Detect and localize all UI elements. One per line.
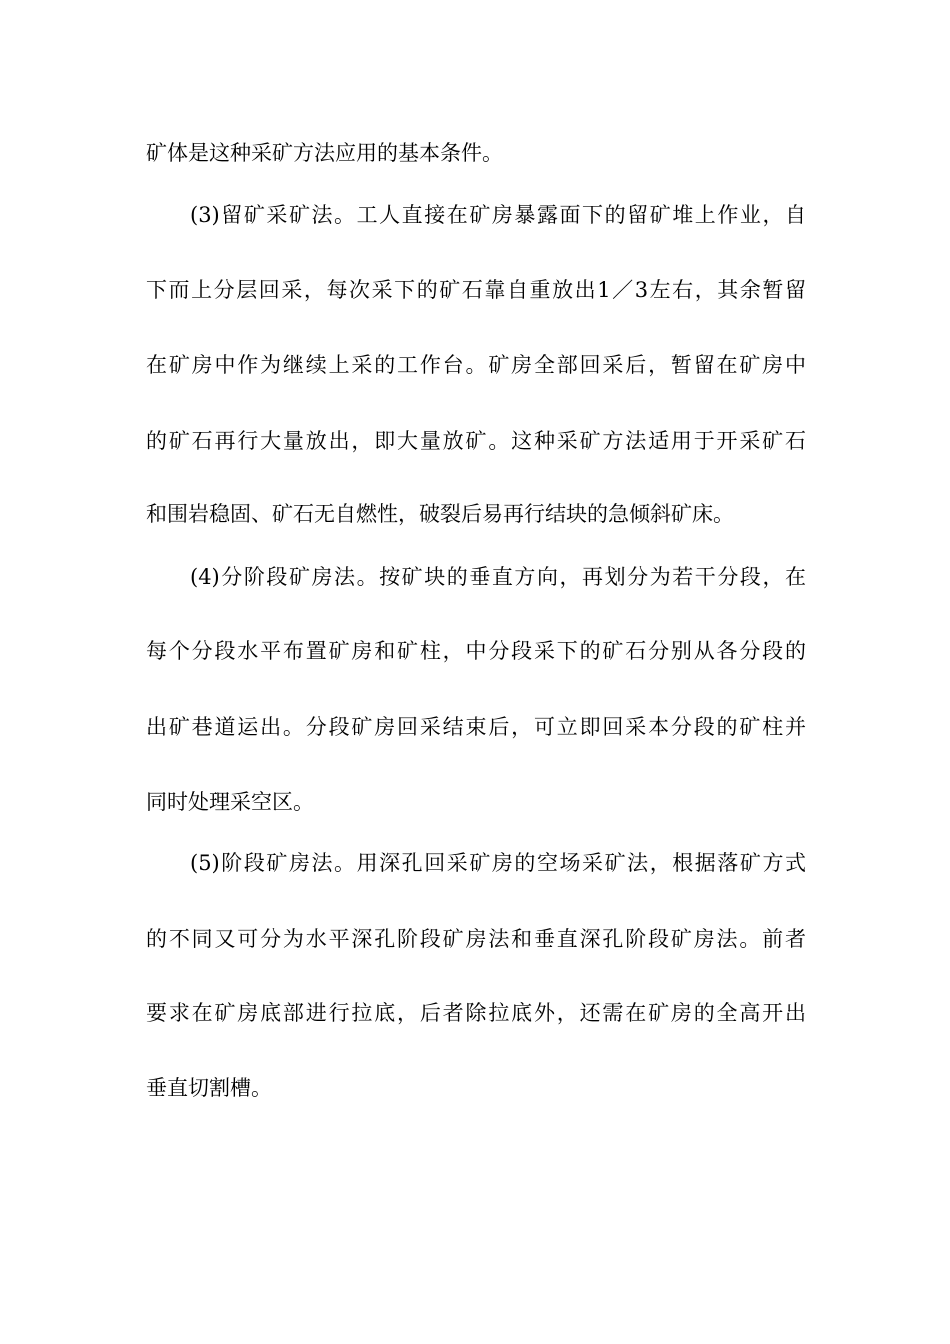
text-line-12: 的不同又可分为水平深孔阶段矿房法和垂直深孔阶段矿房法。前者 (146, 927, 806, 951)
text-line-8: 每个分段水平布置矿房和矿柱，中分段采下的矿石分别从各分段的 (146, 639, 806, 663)
text-line-14: 垂直切割槽。 (146, 1076, 272, 1100)
text-line-7: (4)分阶段矿房法。按矿块的垂直方向，再划分为若干分段，在 (190, 565, 806, 589)
text-line-3: 下而上分层回采，每次采下的矿石靠自重放出1／3左右，其余暂留 (146, 278, 806, 302)
text-line-1: 矿体是这种采矿方法应用的基本条件。 (146, 141, 503, 165)
text-line-5: 的矿石再行大量放出，即大量放矿。这种采矿方法适用于开采矿石 (146, 429, 806, 453)
text-line-2: (3)留矿采矿法。工人直接在矿房暴露面下的留矿堆上作业，自 (190, 203, 806, 227)
text-line-6: 和围岩稳固、矿石无自燃性，破裂后易再行结块的急倾斜矿床。 (146, 502, 734, 526)
text-line-13: 要求在矿房底部进行拉底，后者除拉底外，还需在矿房的全高开出 (146, 1001, 806, 1025)
text-line-9: 出矿巷道运出。分段矿房回采结束后，可立即回采本分段的矿柱并 (146, 715, 806, 739)
text-line-11: (5)阶段矿房法。用深孔回采矿房的空场采矿法，根据落矿方式 (190, 851, 806, 875)
text-line-10: 同时处理采空区。 (146, 790, 314, 814)
text-line-4: 在矿房中作为继续上采的工作台。矿房全部回采后，暂留在矿房中 (146, 353, 806, 377)
